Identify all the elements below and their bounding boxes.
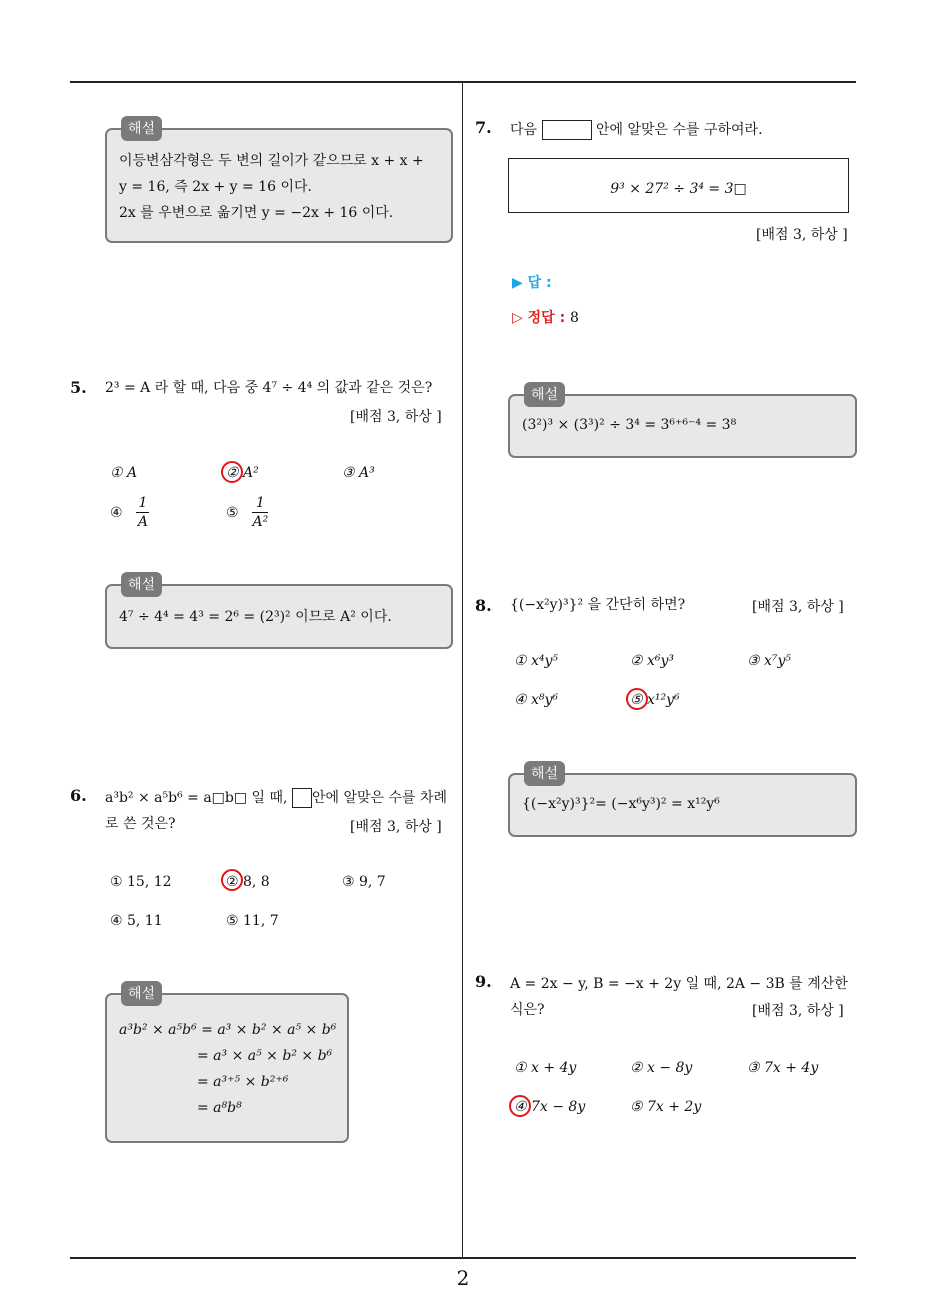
q9-option-3[interactable]: ③ 7x + 4y [747,1060,819,1076]
correct-answer-value: 8 [570,310,579,326]
q7-formula-box [508,158,849,213]
q7-question [510,117,763,143]
fraction-denominator: A² [252,514,269,530]
q6-option-1[interactable]: ① 15, 12 [110,874,172,890]
q8-number: 8. [475,596,492,615]
q6-question-part2: 안에 알맞은 수를 차례 [311,790,448,806]
q7-explanation-text: (3²)³ × (3³)² ÷ 3⁴ = 3⁶⁺⁶⁻⁴ = 3⁸ [522,417,737,433]
q6-explanation-line: = a⁸b⁸ [197,1100,242,1116]
q9-option-1[interactable]: ① x + 4y [514,1060,577,1076]
explanation-label: 해설 [121,981,162,1006]
q7-formula: 9³ × 27² ÷ 3⁴ = 3□ [610,181,747,197]
top-rule [70,81,856,83]
q7-explanation-box [508,387,857,458]
q7-number: 7. [475,118,492,137]
q8-option-5[interactable]: ⑤ x¹²y⁶ [630,692,680,708]
q6-question-part1: a³b² × a⁵b⁶ = a□b□ 일 때, [105,790,288,806]
q6-explanation-line: a³b² × a⁵b⁶ = a³ × b² × a⁵ × b⁶ [119,1022,337,1038]
selected-answer-mark [626,688,648,710]
q9-number: 9. [475,972,492,991]
explanation-label: 해설 [121,116,162,141]
fraction-denominator: A [137,514,148,530]
q6-score: [배점 3, 하상 ] [350,819,442,835]
selected-answer-mark [221,869,243,891]
q4-explanation-box [105,121,453,243]
q6-option-2[interactable]: ② 8, 8 [226,874,270,890]
q7-question-part1: 다음 [510,122,538,138]
q7-score: [배점 3, 하상 ] [756,227,848,243]
q5-option-2[interactable]: ② A² [226,465,259,481]
q8-option-2[interactable]: ② x⁶y³ [630,653,675,669]
q6-option-5[interactable]: ⑤ 11, 7 [226,913,279,929]
answer-label: ▶ 답 : [512,275,552,291]
q9-question-line1: A = 2x − y, B = −x + 2y 일 때, 2A − 3B 를 계산한 [510,976,848,992]
fraction-numerator: 1 [252,494,268,513]
q5-explanation-text: 4⁷ ÷ 4⁴ = 4³ = 2⁶ = (2³)² 이므로 A² 이다. [119,609,392,625]
q8-option-4[interactable]: ④ x⁸y⁶ [514,692,559,708]
q6-explanation-line: = a³ × a⁵ × b² × b⁶ [197,1048,333,1064]
q6-explanation-text [119,1017,337,1121]
q5-option-5-fraction [252,494,268,531]
q6-explanation-box [105,986,349,1143]
q8-score: [배점 3, 하상 ] [752,599,844,615]
q6-explanation-line: = a³⁺⁵ × b²⁺⁶ [197,1074,289,1090]
page-number: 2 [456,1266,470,1290]
q5-option-5[interactable] [226,494,268,531]
q9-option-4[interactable]: ④ 7x − 8y [514,1099,586,1115]
q9-question-line2: 식은? [510,1002,545,1018]
q5-option-4[interactable] [110,494,149,531]
q9-option-5[interactable]: ⑤ 7x + 2y [630,1099,702,1115]
q5-option-5-number: ⑤ [226,504,239,521]
q4-explanation-line: 이등변삼각형은 두 변의 길이가 같으므로 x + x + [119,153,424,169]
explanation-label: 해설 [524,761,565,786]
q6-number: 6. [70,786,87,805]
explanation-label: 해설 [524,382,565,407]
selected-answer-mark [509,1095,531,1117]
q8-explanation-text: {(−x²y)³}²= (−x⁶y³)² = x¹²y⁶ [522,796,720,812]
q5-option-4-fraction [136,494,149,531]
explanation-label: 해설 [121,572,162,597]
blank-box [542,120,592,140]
q4-explanation-line: y = 16, 즉 2x + y = 16 이다. [119,179,312,195]
q5-question: 2³ = A 라 할 때, 다음 중 4⁷ ÷ 4⁴ 의 값과 같은 것은? [105,380,433,396]
correct-answer-label: ▷ 정답 : [512,310,566,326]
q8-question: {(−x²y)³}² 을 간단히 하면? [510,597,686,613]
q8-option-3[interactable]: ③ x⁷y⁵ [747,653,792,669]
q6-option-3[interactable]: ③ 9, 7 [342,874,386,890]
bottom-rule [70,1257,856,1259]
blank-box [292,788,312,808]
q5-option-1[interactable]: ① A [110,465,138,481]
correct-answer [512,307,579,327]
q9-option-2[interactable]: ② x − 8y [630,1060,693,1076]
q8-option-1[interactable]: ① x⁴y⁵ [514,653,559,669]
column-divider [462,83,463,1257]
q6-option-4[interactable]: ④ 5, 11 [110,913,163,929]
q5-option-4-number: ④ [110,504,123,521]
selected-answer-mark [221,461,243,483]
q8-explanation-box [508,766,857,837]
fraction-numerator: 1 [138,495,148,511]
q9-score: [배점 3, 하상 ] [752,1003,844,1019]
q5-score: [배점 3, 하상 ] [350,409,442,425]
q4-explanation-text [119,148,441,226]
q5-number: 5. [70,378,87,397]
q6-question-line2: 로 쓴 것은? [105,816,176,832]
q7-question-part2: 안에 알맞은 수를 구하여라. [595,122,763,138]
q5-explanation-box [105,577,453,649]
q5-option-3[interactable]: ③ A³ [342,465,375,481]
q4-explanation-line: 2x 를 우변으로 옮기면 y = −2x + 16 이다. [119,205,394,221]
